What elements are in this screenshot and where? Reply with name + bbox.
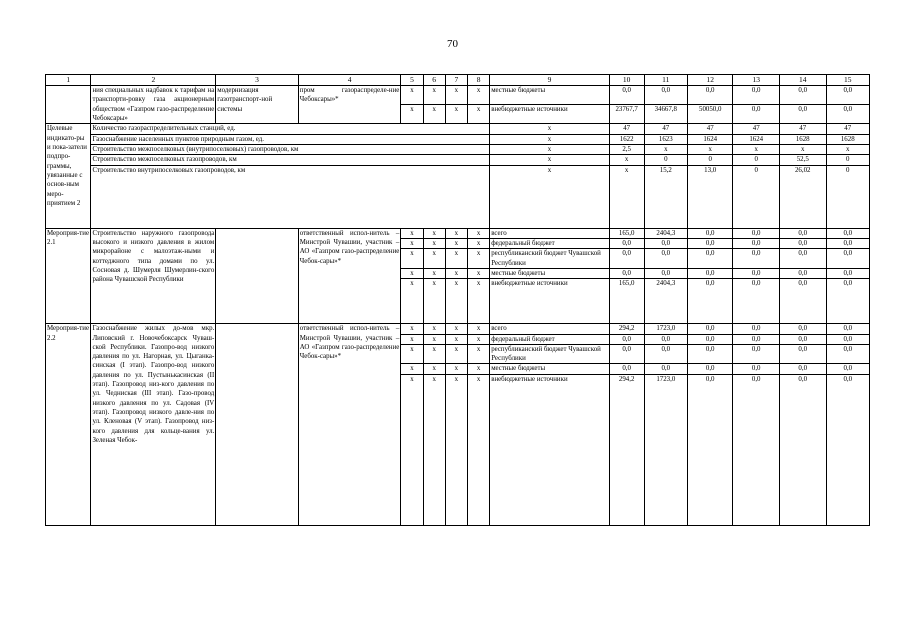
value-cell: 0,0: [826, 249, 870, 269]
code-cell: x: [445, 374, 467, 525]
code-cell: x: [401, 268, 423, 278]
value-cell: 0,0: [733, 374, 780, 525]
value-cell: 0,0: [687, 324, 732, 334]
indicator-row: [46, 124, 870, 134]
funding-source: внебюджетные источники: [490, 374, 610, 525]
value-cell: 0,0: [644, 238, 687, 248]
column-header: 15: [826, 75, 870, 86]
value-cell: 0,0: [687, 344, 732, 364]
value-cell: 294,2: [609, 374, 644, 525]
code-cell: x: [401, 334, 423, 344]
value-cell: 47: [644, 124, 687, 134]
task-cell: [216, 324, 299, 526]
column-header: 3: [216, 75, 299, 86]
code-cell: x: [490, 155, 610, 165]
value-cell: 0,0: [644, 86, 687, 105]
value-cell: 0,0: [609, 334, 644, 344]
column-header: 9: [490, 75, 610, 86]
indicator-name: Строительство межпоселковых (внутрипоселковых) газопроводов, км: [91, 145, 490, 155]
activity-label: [46, 86, 91, 124]
value-cell: 165,0: [609, 279, 644, 324]
value-cell: 0,0: [779, 324, 826, 334]
program-table: [45, 74, 870, 526]
indicator-row: [46, 165, 870, 228]
funding-source: всего: [490, 324, 610, 334]
value-cell: 0,0: [609, 364, 644, 374]
activity-label: Мероприя-тие 2.1: [46, 228, 91, 324]
value-cell: 1723,0: [644, 324, 687, 334]
code-cell: x: [467, 86, 489, 105]
value-cell: 0,0: [826, 105, 870, 124]
value-cell: 0,0: [733, 249, 780, 269]
value-cell: 0,0: [733, 344, 780, 364]
value-cell: 0,0: [644, 364, 687, 374]
value-cell: 0,0: [733, 86, 780, 105]
indicator-row: [46, 155, 870, 165]
funding-source: республиканский бюджет Чувашской Республики: [490, 249, 610, 269]
value-cell: 0: [644, 155, 687, 165]
code-cell: x: [401, 324, 423, 334]
code-cell: x: [445, 364, 467, 374]
value-cell: 0,0: [779, 374, 826, 525]
value-cell: 0,0: [779, 364, 826, 374]
code-cell: x: [467, 238, 489, 248]
value-cell: 1628: [826, 134, 870, 144]
value-cell: 0,0: [733, 324, 780, 334]
column-header: 10: [609, 75, 644, 86]
value-cell: 0,0: [733, 228, 780, 238]
code-cell: x: [467, 279, 489, 324]
header-row: [46, 75, 870, 86]
value-cell: 0,0: [609, 268, 644, 278]
indicator-name: Строительство межпоселковых газопроводов, км: [91, 155, 490, 165]
value-cell: 0,0: [687, 279, 732, 324]
code-cell: x: [445, 105, 467, 124]
value-cell: x: [779, 145, 826, 155]
value-cell: 0,0: [826, 279, 870, 324]
code-cell: x: [423, 105, 445, 124]
code-cell: x: [401, 364, 423, 374]
value-cell: x: [733, 145, 780, 155]
value-cell: 1623: [644, 134, 687, 144]
column-header: 13: [733, 75, 780, 86]
value-cell: 15,2: [644, 165, 687, 228]
column-header: 4: [298, 75, 401, 86]
funding-source: местные бюджеты: [490, 86, 610, 105]
value-cell: 0,0: [733, 279, 780, 324]
indicator-name: Количество газораспределительных станций, ед.: [91, 124, 490, 134]
code-cell: x: [401, 374, 423, 525]
table-row: [46, 324, 870, 334]
task-cell: модернизация газотранспорт-ной системы: [216, 86, 299, 124]
code-cell: x: [445, 334, 467, 344]
funding-source: всего: [490, 228, 610, 238]
value-cell: x: [644, 145, 687, 155]
code-cell: x: [467, 344, 489, 364]
code-cell: x: [401, 249, 423, 269]
code-cell: x: [445, 238, 467, 248]
value-cell: 294,2: [609, 324, 644, 334]
value-cell: 0,0: [733, 268, 780, 278]
value-cell: 47: [826, 124, 870, 134]
column-header: 5: [401, 75, 423, 86]
code-cell: x: [423, 324, 445, 334]
value-cell: 0,0: [687, 86, 732, 105]
value-cell: 0,0: [826, 374, 870, 525]
value-cell: 0,0: [826, 86, 870, 105]
value-cell: 0,0: [733, 105, 780, 124]
value-cell: 0,0: [779, 334, 826, 344]
funding-source: федеральный бюджет: [490, 238, 610, 248]
value-cell: 0,0: [733, 334, 780, 344]
code-cell: x: [445, 86, 467, 105]
value-cell: 0: [826, 165, 870, 228]
code-cell: x: [467, 105, 489, 124]
value-cell: 0: [687, 155, 732, 165]
value-cell: 0,0: [826, 268, 870, 278]
code-cell: x: [490, 124, 610, 134]
code-cell: x: [423, 249, 445, 269]
code-cell: x: [490, 134, 610, 144]
code-cell: x: [423, 364, 445, 374]
value-cell: 0,0: [826, 238, 870, 248]
task-cell: [216, 228, 299, 324]
column-header: 8: [467, 75, 489, 86]
funding-source: федеральный бюджет: [490, 334, 610, 344]
column-header: 2: [91, 75, 216, 86]
code-cell: x: [401, 105, 423, 124]
responsible-executor: ответственный испол-нитель – Минстрой Чувашии, участник – АО «Газпром газо-распределение Чебок-сары»*: [298, 324, 401, 526]
column-header: 11: [644, 75, 687, 86]
value-cell: 26,02: [779, 165, 826, 228]
value-cell: 0,0: [779, 249, 826, 269]
value-cell: 0,0: [687, 249, 732, 269]
code-cell: x: [423, 279, 445, 324]
value-cell: 34667,8: [644, 105, 687, 124]
value-cell: 0: [733, 155, 780, 165]
code-cell: x: [445, 228, 467, 238]
value-cell: 47: [609, 124, 644, 134]
code-cell: x: [467, 374, 489, 525]
code-cell: x: [423, 86, 445, 105]
value-cell: x: [826, 145, 870, 155]
column-header: 1: [46, 75, 91, 86]
value-cell: 23767,7: [609, 105, 644, 124]
value-cell: 47: [733, 124, 780, 134]
funding-source: внебюджетные источники: [490, 279, 610, 324]
activity-label: Мероприя-тие 2.2: [46, 324, 91, 526]
value-cell: 0,0: [609, 344, 644, 364]
value-cell: 50050,0: [687, 105, 732, 124]
code-cell: x: [401, 238, 423, 248]
funding-source: республиканский бюджет Чувашской Республики: [490, 344, 610, 364]
code-cell: x: [401, 344, 423, 364]
column-header: 14: [779, 75, 826, 86]
value-cell: 0,0: [779, 86, 826, 105]
value-cell: 0,0: [826, 324, 870, 334]
code-cell: x: [490, 165, 610, 228]
code-cell: x: [467, 334, 489, 344]
code-cell: x: [467, 268, 489, 278]
value-cell: 0,0: [644, 334, 687, 344]
value-cell: 0,0: [644, 344, 687, 364]
funding-source: внебюджетные источники: [490, 105, 610, 124]
code-cell: x: [401, 228, 423, 238]
value-cell: 0,0: [826, 364, 870, 374]
table-row: [46, 228, 870, 238]
code-cell: x: [423, 334, 445, 344]
value-cell: 0,0: [779, 268, 826, 278]
responsible-executor: ответственный испол-нитель – Минстрой Чувашии, участник – АО «Газпром газо-распределение Чебок-сары»*: [298, 228, 401, 324]
column-header: 6: [423, 75, 445, 86]
value-cell: 52,5: [779, 155, 826, 165]
value-cell: 0: [733, 165, 780, 228]
code-cell: x: [445, 249, 467, 269]
value-cell: x: [687, 145, 732, 155]
column-header: 7: [445, 75, 467, 86]
value-cell: 47: [779, 124, 826, 134]
value-cell: 0,0: [779, 228, 826, 238]
value-cell: 1622: [609, 134, 644, 144]
value-cell: 47: [687, 124, 732, 134]
indicator-row: [46, 134, 870, 144]
value-cell: 1624: [687, 134, 732, 144]
value-cell: 0,0: [687, 374, 732, 525]
value-cell: 1624: [733, 134, 780, 144]
funding-source: местные бюджеты: [490, 268, 610, 278]
code-cell: x: [467, 364, 489, 374]
value-cell: 1723,0: [644, 374, 687, 525]
code-cell: x: [445, 344, 467, 364]
code-cell: x: [445, 268, 467, 278]
value-cell: 0,0: [609, 238, 644, 248]
value-cell: x: [609, 155, 644, 165]
value-cell: 0,0: [779, 344, 826, 364]
table-row: [46, 86, 870, 105]
code-cell: x: [401, 279, 423, 324]
funding-source: местные бюджеты: [490, 364, 610, 374]
value-cell: 0,0: [687, 228, 732, 238]
value-cell: 1628: [779, 134, 826, 144]
responsible-executor: пром газораспределе-ние Чебоксары»*: [298, 86, 401, 124]
value-cell: 2404,3: [644, 279, 687, 324]
code-cell: x: [423, 268, 445, 278]
value-cell: 0,0: [609, 249, 644, 269]
column-header: 12: [687, 75, 732, 86]
code-cell: x: [423, 344, 445, 364]
code-cell: x: [467, 324, 489, 334]
value-cell: 13,0: [687, 165, 732, 228]
value-cell: 0,0: [644, 249, 687, 269]
activity-description: ния специальных надбавок к тарифам на транспорти-ровку газа акционерным обществом «Газпром газо-распределение Чебоксары»: [92, 87, 215, 123]
code-cell: x: [445, 279, 467, 324]
value-cell: 0,0: [609, 86, 644, 105]
value-cell: 0,0: [687, 364, 732, 374]
value-cell: x: [609, 165, 644, 228]
value-cell: 0,0: [733, 238, 780, 248]
value-cell: 2,5: [609, 145, 644, 155]
value-cell: 0: [826, 155, 870, 165]
value-cell: 0,0: [779, 279, 826, 324]
code-cell: x: [423, 238, 445, 248]
code-cell: x: [423, 374, 445, 525]
value-cell: 0,0: [687, 334, 732, 344]
value-cell: 0,0: [826, 344, 870, 364]
value-cell: 0,0: [733, 364, 780, 374]
indicator-row: [46, 145, 870, 155]
value-cell: 2404,3: [644, 228, 687, 238]
code-cell: x: [401, 86, 423, 105]
indicator-name: Газоснабжение населенных пунктов природным газом, ед.: [91, 134, 490, 144]
value-cell: 0,0: [779, 105, 826, 124]
value-cell: 0,0: [687, 238, 732, 248]
code-cell: x: [467, 249, 489, 269]
indicators-label: Целевые индикато-ры и пока-затели подпро-граммы, увязанные с основ-ным меро-приятием 2: [46, 124, 91, 228]
value-cell: 0,0: [826, 228, 870, 238]
code-cell: x: [423, 228, 445, 238]
activity-description: Строительство наружного газопровода высокого и низкого давления в жилом микрорайоне с малоэтаж-ными и коттеджного типа домами по ул. Сосновая д. Шумерля Шумерлин-ского района Чувашской Республики: [91, 228, 216, 324]
value-cell: 165,0: [609, 228, 644, 238]
value-cell: 0,0: [779, 238, 826, 248]
code-cell: x: [467, 228, 489, 238]
activity-description: Газоснабжение жилых до-мов мкр. Липовский г. Новочебоксарск Чуваш-ской Республики. Газопро-вод низкого давления по ул. Нагорная, ул. Цыганка-синская (I этап). Газопро-вод низкого давления по ул. Пустынькасинская (II этап). Газопровод низ-кого давления по ул. Чедниская (III этап). Газо-провод низкого давления по ул. Садовая (IV этап). Газопровод низкого давле-ния по ул. Кленовая (V этап). Газопровод низ-кого давления для кольце-вания ул. Зеленая Чебок-: [91, 324, 216, 526]
code-cell: x: [445, 324, 467, 334]
value-cell: 0,0: [687, 268, 732, 278]
value-cell: 0,0: [644, 268, 687, 278]
page-number: 70: [447, 38, 458, 50]
value-cell: 0,0: [826, 334, 870, 344]
indicator-name: Строительство внутрипоселковых газопроводов, км: [91, 165, 490, 228]
code-cell: x: [490, 145, 610, 155]
